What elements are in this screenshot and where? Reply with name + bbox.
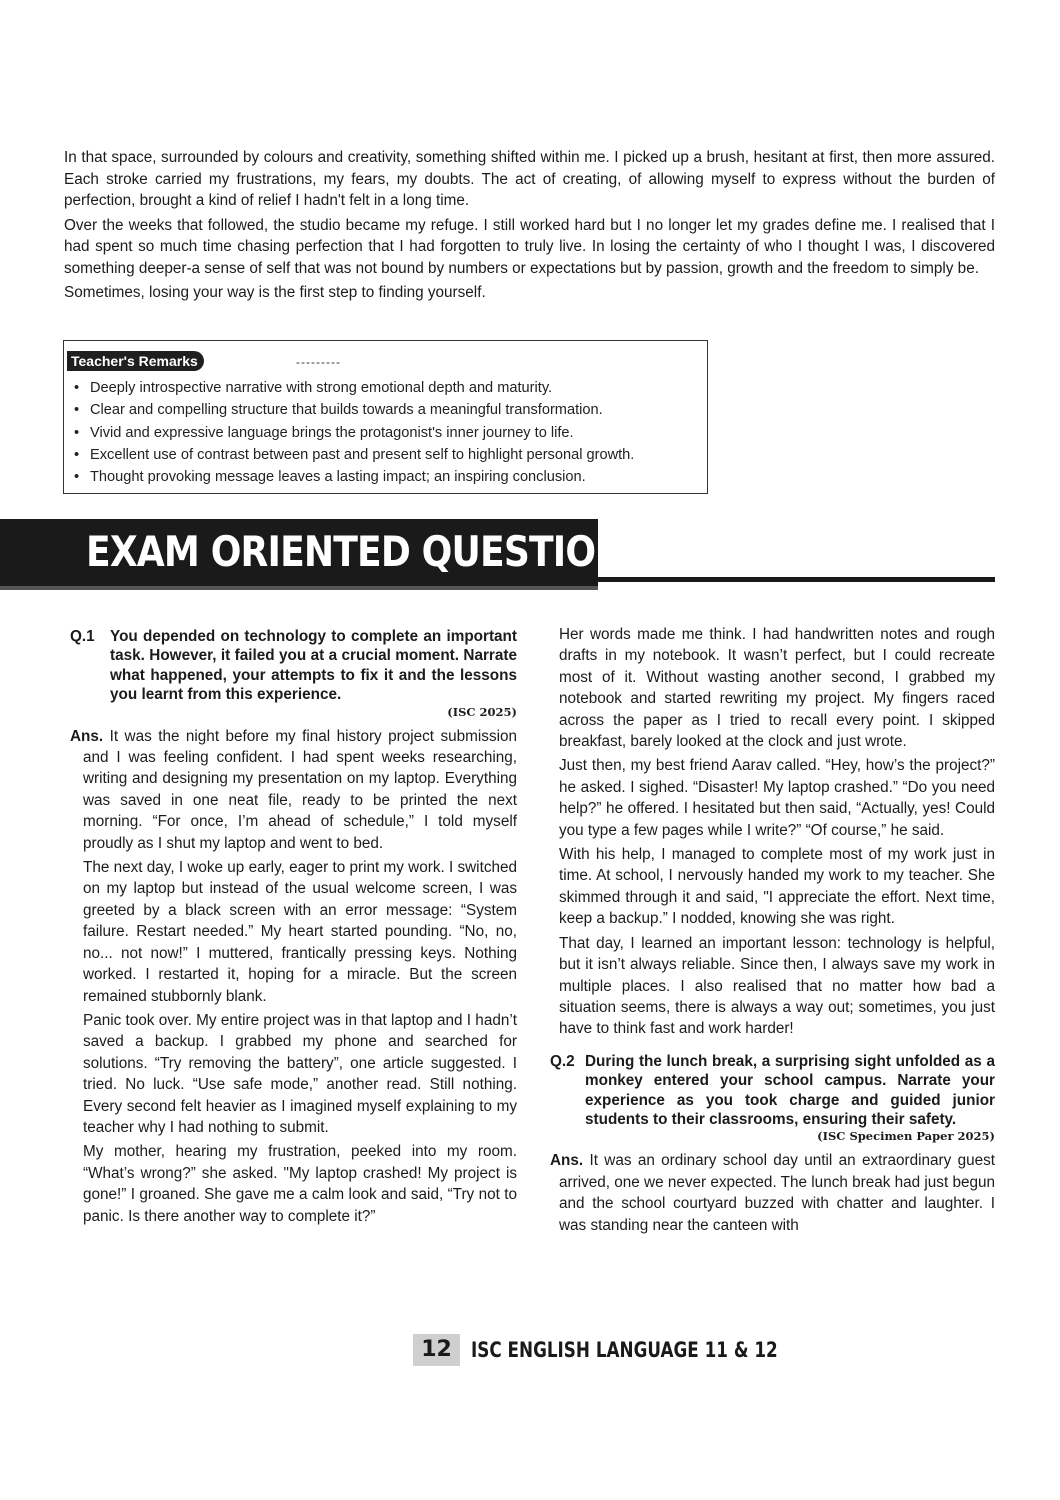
list-item: • Excellent use of contrast between past and present self to highlight personal growth. bbox=[74, 444, 699, 466]
question-text: You depended on technology to complete an important task. However, it failed you at a crucial moment. Narrate what happened, your attempts to fix it and the lessons you learnt from this experience. bbox=[110, 628, 517, 704]
remarks-title: Teacher's Remarks bbox=[67, 351, 204, 371]
answer-paragraph: That day, I learned an important lesson: technology is helpful, but it isn’t always reliable. Since then, I always save my work in multiple places. I also realised that no matter how bad a situation seems, there is always a way out; sometimes, you just have to think fast and work harder! bbox=[559, 934, 995, 1038]
page-number: 12 bbox=[413, 1334, 460, 1366]
remarks-dotted-leader: --------- bbox=[296, 355, 341, 369]
answer-paragraph: Her words made me think. I had handwritten notes and rough drafts in my notebook. It wasn’t perfect, but I could recreate most of it. Without wasting another second, I grabbed my notebook and started rewriting my project. My fingers raced across the paper as I tried to recall every point. I skipped breakfast, barely looked at the clock and just wrote. bbox=[559, 626, 995, 751]
section-banner-stripe bbox=[0, 586, 598, 590]
question-1 bbox=[70, 627, 517, 705]
question-number: Q.2 bbox=[550, 1052, 575, 1070]
teachers-remarks-box bbox=[63, 340, 708, 494]
question-source: (ISC Specimen Paper 2025) bbox=[817, 1129, 995, 1144]
answer-paragraph: My mother, hearing my frustration, peeked into my room. “What’s wrong?” she asked. "My laptop crashed! My project is gone!” I groaned. She gave me a calm look and said, “Try not to panic. Is there another way to complete it?” bbox=[83, 1143, 517, 1225]
section-title: EXAM ORIENTED QUESTIONS bbox=[86, 527, 650, 576]
question-source: (ISC 2025) bbox=[447, 704, 517, 719]
left-column bbox=[70, 627, 517, 1230]
section-rule bbox=[598, 577, 995, 582]
list-item: • Deeply introspective narrative with strong emotional depth and maturity. bbox=[74, 377, 699, 399]
answer-paragraph: Panic took over. My entire project was in that laptop and I hadn’t saved a backup. I grabbed my phone and searched for solutions. “Try removing the battery”, one article suggested. I tried. No luck. “Use safe mode,” another read. Still nothing. Every second felt heavier as I imagined myself explaining to my teacher why I had nothing to submit. bbox=[83, 1011, 517, 1136]
right-column bbox=[550, 624, 995, 1239]
answer-paragraph: The next day, I woke up early, eager to print my work. I switched on my laptop but instead of the usual welcome screen, I was greeted by a black screen with an error message: “System failure. Restart needed.” My heart started pounding. “No, no, no... not now!” I muttered, frantically pressing keys. Nothing worked. I restarted it, hoping for a miracle. But the screen remained stubbornly blank. bbox=[83, 859, 517, 1005]
answer-label: Ans. bbox=[550, 1152, 584, 1170]
intro-text bbox=[64, 147, 995, 307]
remarks-list bbox=[74, 377, 699, 488]
question-number: Q.1 bbox=[70, 628, 95, 645]
question-text: During the lunch break, a surprising sight unfolded as a monkey entered your school campus. Narrate your experience as you took charge and guided junior students to their classrooms, ensuring their safety. bbox=[585, 1052, 995, 1128]
answer-paragraph: Just then, my best friend Aarav called. “Hey, how’s the project?” he asked. I sighed. “Disaster! My laptop crashed.” “Do you need help?” he offered. I hesitated but then said, “Actually, yes! Could you type a few pages while I write?” “Of course,” he said. bbox=[559, 757, 995, 839]
answer-paragraph: Ans. It was the night before my final history project submission and I was feeling confident. I had spent weeks researching, writing and designing my presentation on my laptop. Everything was saved in one neat file, ready to be printed the next morning. “For once, I’m ahead of schedule,” I told myself proudly as I shut my laptop and went to bed. bbox=[70, 727, 518, 852]
paragraph: Sometimes, losing your way is the first step to finding yourself. bbox=[64, 284, 486, 301]
question-2 bbox=[550, 1052, 995, 1130]
list-item: • Clear and compelling structure that builds towards a meaningful transformation. bbox=[74, 399, 699, 421]
paragraph: Over the weeks that followed, the studio became my refuge. I still worked hard but I no longer let my grades define me. I realised that I had spent so much time chasing perfection that I had forgotten to truly live. In losing the certainty of who I thought I was, I discovered something deeper-a sense of self that was not bound by numbers or expectations but by passion, growth and the freedom to simply be. bbox=[64, 216, 995, 277]
answer-paragraph: Ans. It was an ordinary school day until an extraordinary guest arrived, one we never expected. The lunch break had just begun and the school courtyard buzzed with chatter and laughter. I was standing near the canteen with bbox=[550, 1152, 995, 1234]
answer-label: Ans. bbox=[70, 727, 104, 745]
list-item: • Thought provoking message leaves a lasting impact; an inspiring conclusion. bbox=[74, 466, 699, 488]
list-item: • Vivid and expressive language brings the protagonist's inner journey to life. bbox=[74, 422, 699, 444]
answer-paragraph: With his help, I managed to complete most of my work just in time. At school, I nervously handed my work to my teacher. She skimmed through it and said, "I appreciate the effort. Next time, keep a backup.” I nodded, knowing she was right. bbox=[559, 846, 995, 928]
paragraph: In that space, surrounded by colours and creativity, something shifted within me. I picked up a brush, hesitant at first, then more assured. Each stroke carried my frustrations, my fears, my doubts. The act of creating, of allowing myself to express without the burden of perfection, brought a kind of relief I hadn't felt in a long time. bbox=[64, 149, 995, 209]
book-title: ISC ENGLISH LANGUAGE 11 & 12 bbox=[471, 1338, 778, 1362]
